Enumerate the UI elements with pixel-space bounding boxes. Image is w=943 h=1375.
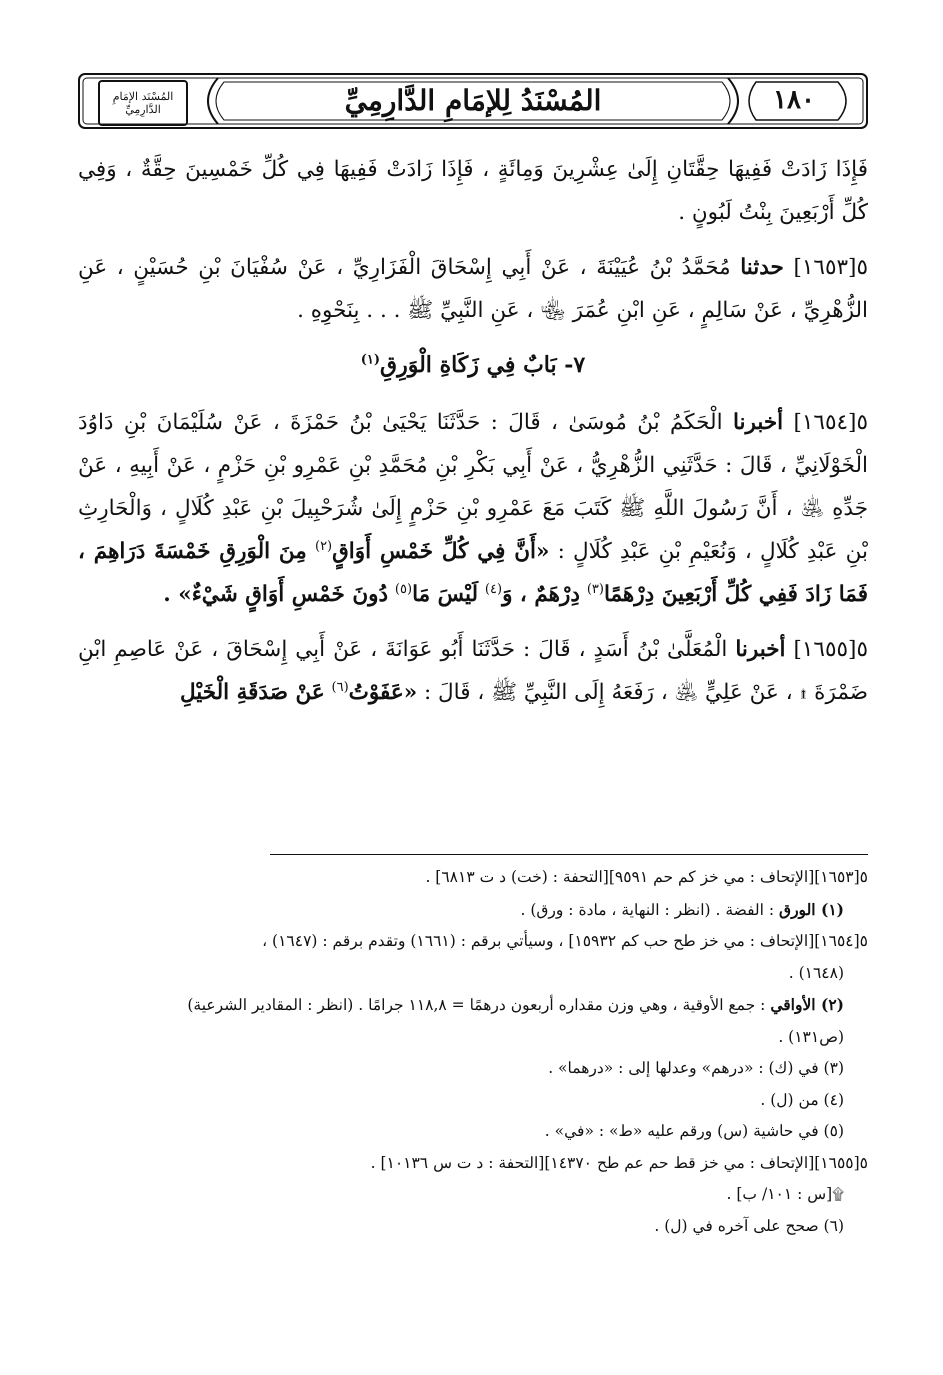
hadith-1655 <box>78 628 868 714</box>
footnote-term: (١) الورق <box>779 899 844 919</box>
footnote-ref: (٤) <box>484 581 503 597</box>
footnote-1654: ٥[١٦٥٤][الإتحاف : مي خز طح حب كم ١٥٩٣٢] ، وسيأتي برقم : (١٦٦١) وتقدم برقم : (١٦٤٧) ، <box>262 932 868 950</box>
footnote-4: (٤) من (ل) . <box>760 1090 844 1109</box>
footnote-text: : الفضة . (انظر : النهاية ، مادة : ورق) . <box>520 900 775 919</box>
header-seal: المُسْنَد الإمَامِ الدَّارِمِيِّ <box>98 80 188 126</box>
footnote-separator <box>270 854 868 855</box>
paragraph-continuation: فَإِذَا زَادَتْ فَفِيهَا حِقَّتَانِ إِلَىٰ عِشْرِينَ وَمِائَةٍ ، فَإِذَا زَادَتْ فَفِيهَا فِي كُلِّ خَمْسِينَ حِقَّةٌ ، وَفِي كُلِّ أَرْبَعِينَ بِنْتُ لَبُونٍ . <box>78 157 868 225</box>
footnote-ref: (٢) <box>314 538 333 554</box>
hadith-text: الْمُعَلَّىٰ بْنُ أَسَدٍ ، قَالَ : حَدَّثَنَا أَبُو عَوَانَةَ ، عَنْ أَبِي إِسْحَاقَ ، عَنْ عَاصِمِ ابْنِ ضَمْرَةَ ۩ ، عَنْ عَلِيٍّ ﵁ ، رَفَعَهُ إِلَى النَّبِيِّ ﷺ ، قَالَ : <box>78 637 868 705</box>
hadith-number: ٥[١٦٥٣] <box>793 255 868 280</box>
footnote-2-cont: (ص١٣١) . <box>778 1027 844 1046</box>
footnote-6: (٦) صحح على آخره في (ل) . <box>654 1216 844 1235</box>
narration-lead: أخبرنا <box>735 637 786 662</box>
hadith-number: ٥[١٦٥٤] <box>793 410 868 435</box>
hadith-1653 <box>78 246 868 332</box>
footnote-ref: (٦) <box>331 679 349 695</box>
footnote-term: (٢) الأواقي <box>770 995 844 1014</box>
footnote-manuscript-mark: ۩[س : ١٠١/ ب] . <box>726 1185 844 1203</box>
quote-part: «عَفَوْتُ <box>348 680 418 705</box>
quote-part: عَنْ صَدَقَةِ الْخَيْلِ <box>179 680 325 705</box>
footnote-1 <box>78 894 868 927</box>
footnote-ref: (٥) <box>394 581 413 597</box>
footnote-ref: (١) <box>360 352 381 368</box>
main-text <box>78 148 868 726</box>
hadith-1654 <box>78 401 868 616</box>
footnotes <box>78 862 868 1242</box>
hadith-text: مُحَمَّدُ بْنُ عُيَيْنَةَ ، عَنْ أَبِي إِسْحَاقَ الْفَزَارِيِّ ، عَنْ سُفْيَانَ بْنِ حُسَيْنٍ ، عَنِ الزُّهْرِيِّ ، عَنْ سَالِمٍ ، عَنِ ابْنِ عُمَرَ ﵄ ، عَنِ النَّبِيِّ ﷺ . . . بِنَحْوِهِ . <box>78 255 868 323</box>
footnote-1655: ٥[١٦٥٥][الإتحاف : مي خز قط حم عم طح ١٤٣٧٠][التحفة : د ت س ١٠١٣٦] . <box>370 1153 868 1172</box>
chapter-title: ٧- بَابٌ فِي زَكَاةِ الْوَرِقِ <box>380 352 586 378</box>
hadith-number: ٥[١٦٥٥] <box>793 637 868 662</box>
page-number: ١٨٠ <box>773 85 815 115</box>
footnote-1654-cont: (١٦٤٨) . <box>788 963 844 982</box>
chapter-heading <box>78 344 868 387</box>
footnote-1653: ٥[١٦٥٣][الإتحاف : مي خز كم حم ٩٥٩١][التحفة : (خت) د ت ٦٨١٣] . <box>425 868 868 886</box>
footnote-5: (٥) في حاشية (س) ورقم عليه «ط» : «في» . <box>544 1122 844 1140</box>
quote-part: مِنَ الْوَرِقِ خَمْسَةَ دَرَاهِمَ ، فَمَا زَادَ فَفِي كُلِّ أَرْبَعِينَ دِرْهَمًا <box>78 539 868 607</box>
running-title: المُسْنَدُ لِلإمَامِ الدَّارِمِيِّ <box>344 84 602 117</box>
page-header <box>78 72 868 130</box>
footnote-ref: (٣) <box>586 581 604 597</box>
quote-part: دُونَ خَمْسِ أَوَاقٍ شَيْءٌ» . <box>163 582 389 607</box>
footnote-3: (٣) في (ك) : «درهم» وعدلها إلى : «درهما» . <box>548 1059 844 1077</box>
footnote-text: : جمع الأوقية ، وهي وزن مقداره أربعون درهمًا = ١١٨,٨ جرامًا . (انظر : المقادير الشرعية) <box>187 996 766 1014</box>
narration-lead: أخبرنا <box>732 410 784 435</box>
quote-part: «أَنَّ فِي كُلِّ خَمْسِ أَوَاقٍ <box>332 539 550 564</box>
quote-part: لَيْسَ مَا <box>412 582 479 607</box>
hadith-text: الْحَكَمُ بْنُ مُوسَىٰ ، قَالَ : حَدَّثَنَا يَحْيَىٰ بْنُ حَمْزَةَ ، عَنْ سُلَيْمَانَ بْنِ دَاوُدَ الْخَوْلَانِيِّ ، قَالَ : حَدَّثَنِي الزُّهْرِيُّ ، عَنْ أَبِي بَكْرِ بْنِ مُحَمَّدِ بْنِ عَمْرِو بْنِ حَزْمٍ ، عَنْ أَبِيهِ ، عَنْ جَدِّهِ ﵁ ، أَنَّ رَسُولَ اللَّهِ ﷺ كَتَبَ مَعَ عَمْرِو بْنِ حَزْمٍ إِلَىٰ شُرَحْبِيلَ بْنِ عَبْدِ كُلَالٍ ، وَالْحَارِثِ بْنِ عَبْدِ كُلَالٍ ، وَنُعَيْمِ بْنِ عَبْدِ كُلَالٍ : <box>78 410 868 564</box>
quote-part: دِرْهَمٌ ، وَ <box>502 582 580 607</box>
footnote-2 <box>78 989 868 1022</box>
narration-lead: حدثنا <box>740 255 784 280</box>
